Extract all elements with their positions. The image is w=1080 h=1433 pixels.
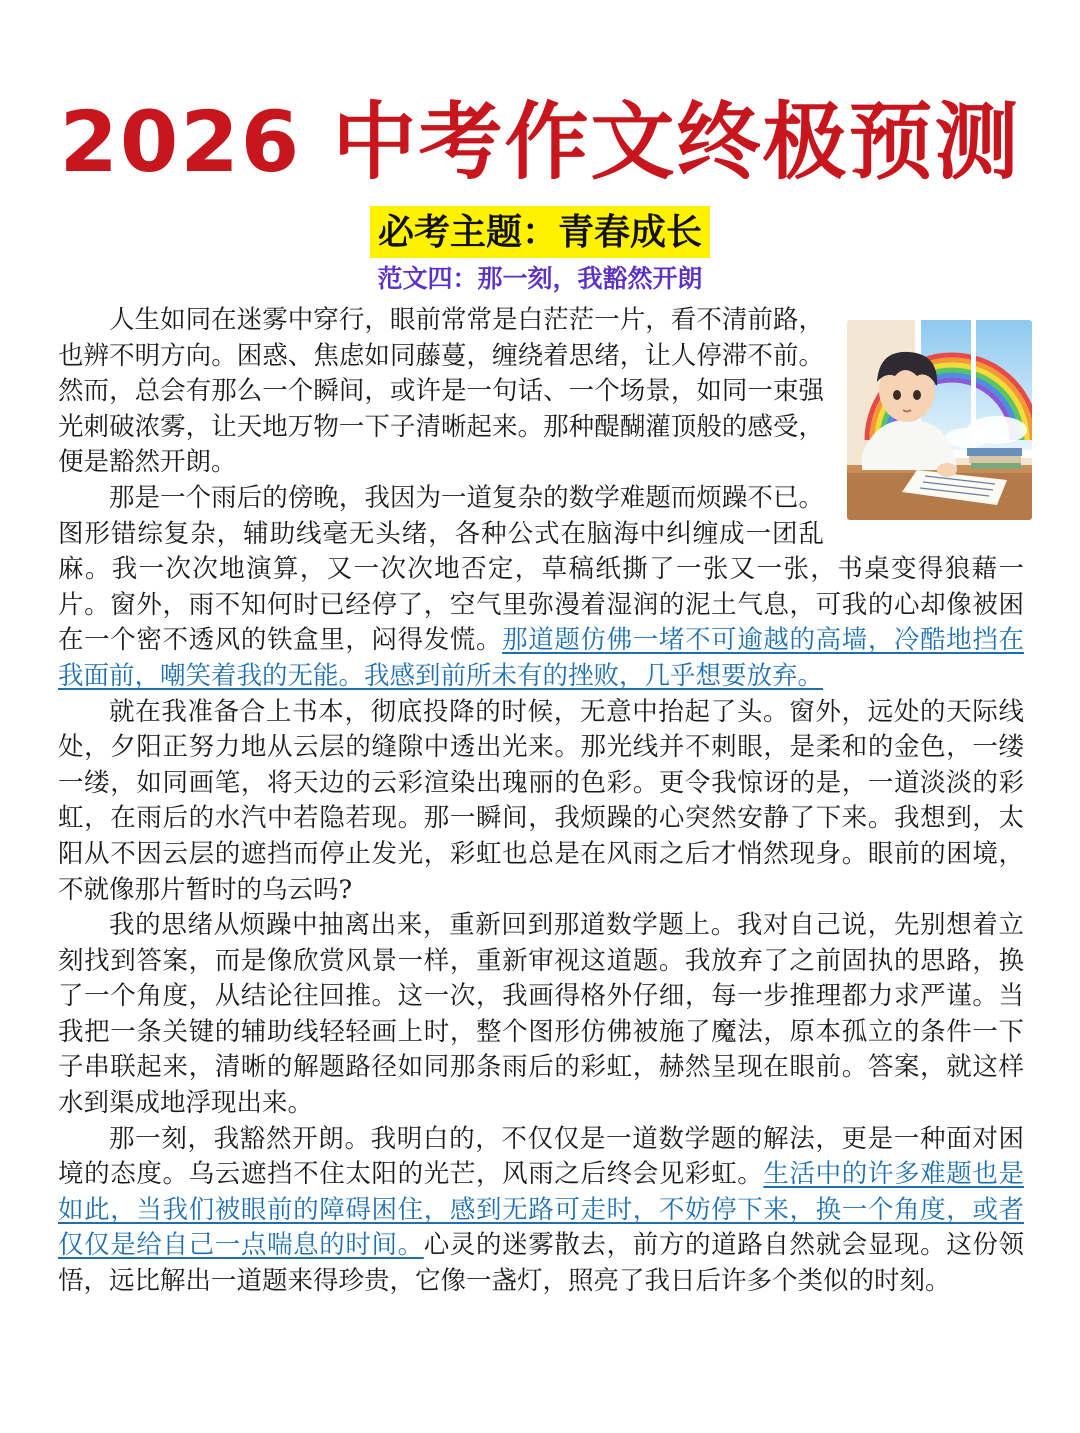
essay-body <box>58 303 1024 1300</box>
essay-paragraph-1: 人生如同在迷雾中穿行，眼前常常是白茫茫一片，看不清前路，也辨不明方向。困惑、焦虑如同藤蔓，缠绕着思绪，让人停滞不前。然而，总会有那么一个瞬间，或许是一句话、一个场景，如同一束强光刺破浓雾，让天地万物一下子清晰起来。那种醍醐灌顶般的感受，便是豁然开朗。 <box>58 305 824 478</box>
essay-paragraph-3: 就在我准备合上书本，彻底投降的时候，无意中抬起了头。窗外，远处的天际线处，夕阳正努力地从云层的缝隙中透出光来。那光线并不刺眼，是柔和的金色，一缕一缕，如同画笔，将天边的云彩渲染出瑰丽的色彩。更令我惊讶的是，一道淡淡的彩虹，在雨后的水汽中若隐若现。那一瞬间，我烦躁的心突然安静了下来。我想到，太阳从不因云层的遮挡而停止发光，彩虹也总是在风雨之后才悄然现身。眼前的困境，不就像那片暂时的乌云吗? <box>58 696 1024 905</box>
paragraph-5-text-start: 那一刻，我豁然开朗。我明白的，不仅仅是一道数学题的解法，更是一种面对困境的态度。乌云遮挡不住太阳的光芒，风雨之后终会见彩虹。 <box>58 1123 1024 1190</box>
essay-subtitle: 范文四：那一刻，我豁然开朗 <box>377 264 703 293</box>
paragraph-5-text-end: 心灵的迷雾散去，前方的道路自然就会显现。这份领悟，远比解出一道题来得珍贵，它像一盏灯，照亮了我日后许多个类似的时刻。 <box>58 1230 1024 1297</box>
page-title: 2026 中考作文终极预测 <box>59 93 1021 191</box>
essay-paragraph-5 <box>58 1122 1024 1300</box>
essay-paragraph-4: 我的思绪从烦躁中抽离出来，重新回到那道数学题上。我对自己说，先别想着立刻找到答案，而是像欣赏风景一样，重新审视这道题。我放弃了之前固执的思路，换了一个角度，从结论往回推。这一次，我画得格外仔细，每一步推理都力求严谨。当我把一条关键的辅助线轻轻画上时，整个图形仿佛被施了魔法，原本孤立的条件一下子串联起来，清晰的解题路径如同那条雨后的彩虹，赫然呈现在眼前。答案，就这样水到渠成地浮现出来。 <box>58 910 1024 1119</box>
paragraph-5-highlight: 生活中的许多难题也是如此，当我们被眼前的障碍困住，感到无路可走时，不妨停下来，换一个角度，或者仅仅是给自己一点喘息的时间。 <box>58 1159 1024 1261</box>
illustration-spacer <box>824 303 1024 525</box>
theme-label: 必考主题：青春成长 <box>370 206 710 258</box>
paragraph-2-text: 那是一个雨后的傍晚，我因为一道复杂的数学难题而烦躁不已。图形错综复杂，辅助线毫无头绪，各种公式在脑海中纠缠成一团乱麻。我一次次地演算，又一次次地否定，草稿纸撕了一张又一张，书桌变得狼藉一片。窗外，雨不知何时已经停了，空气里弥漫着湿润的泥土气息，可我的心却像被困在一个密不透风的铁盒里，闷得发慌。 <box>58 482 1024 656</box>
paragraph-2-highlight: 那道题仿佛一堵不可逾越的高墙，冷酷地挡在我面前，嘲笑着我的无能。我感到前所未有的挫败，几乎想要放弃。 <box>58 625 1024 691</box>
theme-banner <box>0 206 1080 258</box>
